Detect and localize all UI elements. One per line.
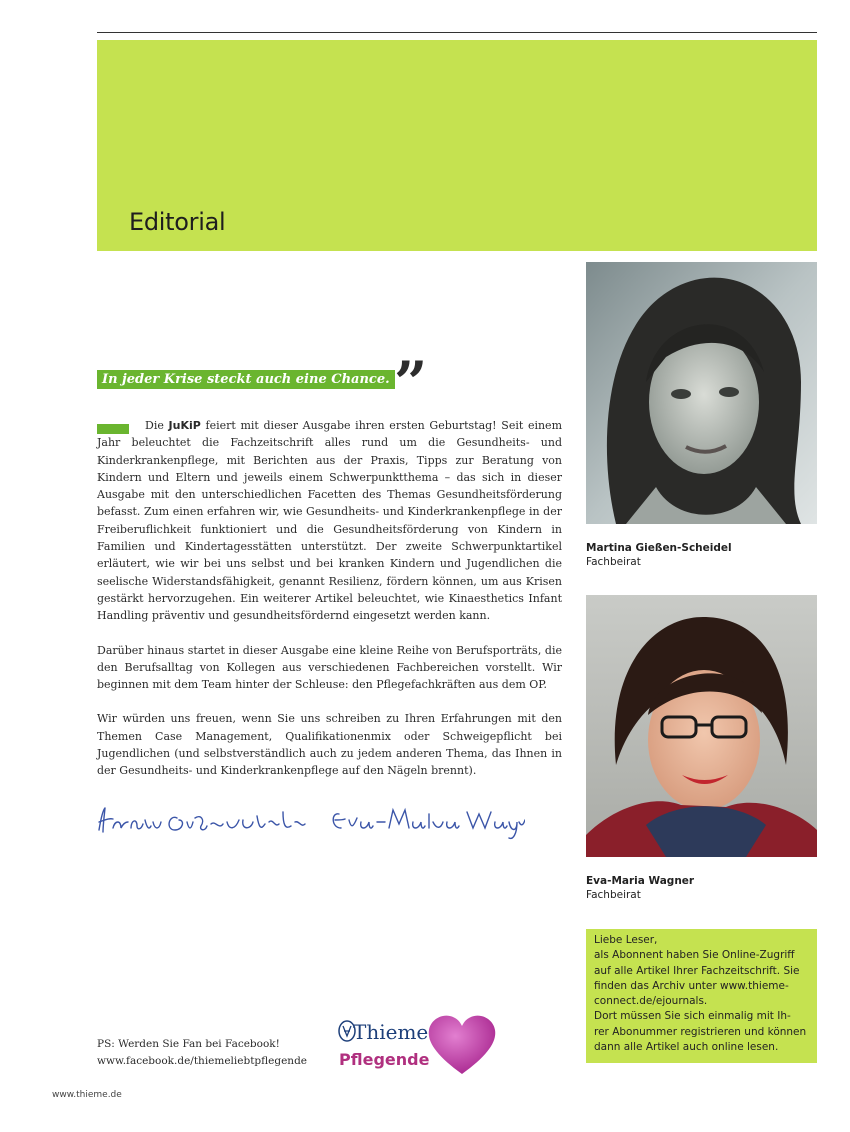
- paragraph-2: Darüber hinaus startet in dieser Ausgabe eine kleine Reihe von Berufsporträts, die den Berufsalltag von Kollegen aus verschiedenen Fachbereichen vorstellt. Wir beginnen mit dem Team hinter der Schleuse: den Pflegefachkräften aus dem OP.: [97, 643, 562, 692]
- ps-note: [97, 1036, 307, 1070]
- page-title: Editorial: [129, 208, 226, 236]
- editorial-banner: [97, 40, 817, 251]
- person-name: Martina Gießen-Scheidel: [586, 542, 732, 554]
- paragraph-3: Wir würden uns freuen, wenn Sie uns schreiben zu Ihren Erfahrungen mit den Themen Case Management, Qualifikationenmix oder Schweigepflicht bei Jugendlichen (und selbstverständlich auch zu jedem anderen Thema, das Ihnen in der Gesundheits- und Kinderkrankenpflege auf den Nägeln brennt).: [97, 712, 562, 778]
- tagline: In jeder Krise steckt auch eine Chance.: [97, 370, 395, 389]
- caption-martina: [586, 541, 732, 569]
- handwritten-signatures: [95, 800, 525, 845]
- facebook-link[interactable]: www.facebook.de/thiemeliebtpflegende: [97, 1055, 307, 1067]
- signatures: [95, 800, 525, 845]
- thieme-pflegende-logo: [331, 1010, 501, 1080]
- journal-brand: JuKiP: [168, 419, 201, 432]
- heart-icon: [427, 1012, 497, 1076]
- person-role: Fachbeirat: [586, 556, 641, 568]
- footer-url[interactable]: www.thieme.de: [52, 1090, 122, 1100]
- notice-line: auf alle Artikel Ihrer Fachzeitschrift. Sie: [594, 964, 800, 977]
- notice-line: als Abonnent haben Sie Online-Zugriff: [594, 949, 795, 962]
- logo-pflegende-text: Pflegende: [339, 1050, 430, 1069]
- top-rule: [97, 32, 817, 33]
- notice-line: Liebe Leser,: [594, 934, 658, 946]
- quote-mark-icon: ”: [394, 349, 428, 417]
- editorial-body: [97, 417, 562, 797]
- notice-line: dann alle Artikel auch online lesen.: [594, 1041, 779, 1054]
- person-role: Fachbeirat: [586, 889, 641, 901]
- notice-line: finden das Archiv unter www.thieme-: [594, 979, 789, 992]
- ps-line-1: PS: Werden Sie Fan bei Facebook!: [97, 1038, 280, 1050]
- logo-thieme-text: Thieme: [353, 1020, 429, 1044]
- notice-line: Dort müssen Sie sich einmalig mit Ih-: [594, 1010, 791, 1023]
- person-name: Eva-Maria Wagner: [586, 875, 695, 887]
- subscriber-notice: [586, 929, 817, 1063]
- notice-line: rer Abonummer registrieren und können: [594, 1025, 807, 1038]
- portrait-photo-eva-maria: [586, 595, 817, 857]
- portrait-photo-martina: [586, 262, 817, 524]
- caption-eva-maria: [586, 874, 694, 902]
- notice-line: connect.de/ejournals.: [594, 995, 708, 1008]
- paragraph-1: Die JuKiP feiert mit dieser Ausgabe ihren ersten Geburtstag! Seit einem Jahr beleuchtet die Fachzeitschrift alles rund um die Gesundheits- und Kinderkrankenpflege, mit Berichten aus der Praxis, Tipps zur Beratung von Kindern und Eltern und jeweils einem Schwerpunktthema – das sich in dieser Ausgabe mit den unterschiedlichen Facetten des Themas Gesundheitsförderung befasst. Zum einen erfahren wir, wie Gesundheits- und Kinderkrankenpflege in der Freiberuflichkeit funktioniert und die Gesundheitsförderung von Kindern in Familien und Kindertagesstätten unterstützt. Der zweite Schwerpunktartikel erläutert, wie wir bei uns selbst und bei kranken Kindern und Jugendlichen die seelische Widerstandsfähigkeit, genannt Resilienz, fördern können, um aus Krisen gestärkt hervorzugehen. Ein weiterer Artikel beleuchtet, wie Kinaesthetics Infant Handling präventiv und gesundheitsfördernd eingesetzt werden kann.: [97, 419, 562, 623]
